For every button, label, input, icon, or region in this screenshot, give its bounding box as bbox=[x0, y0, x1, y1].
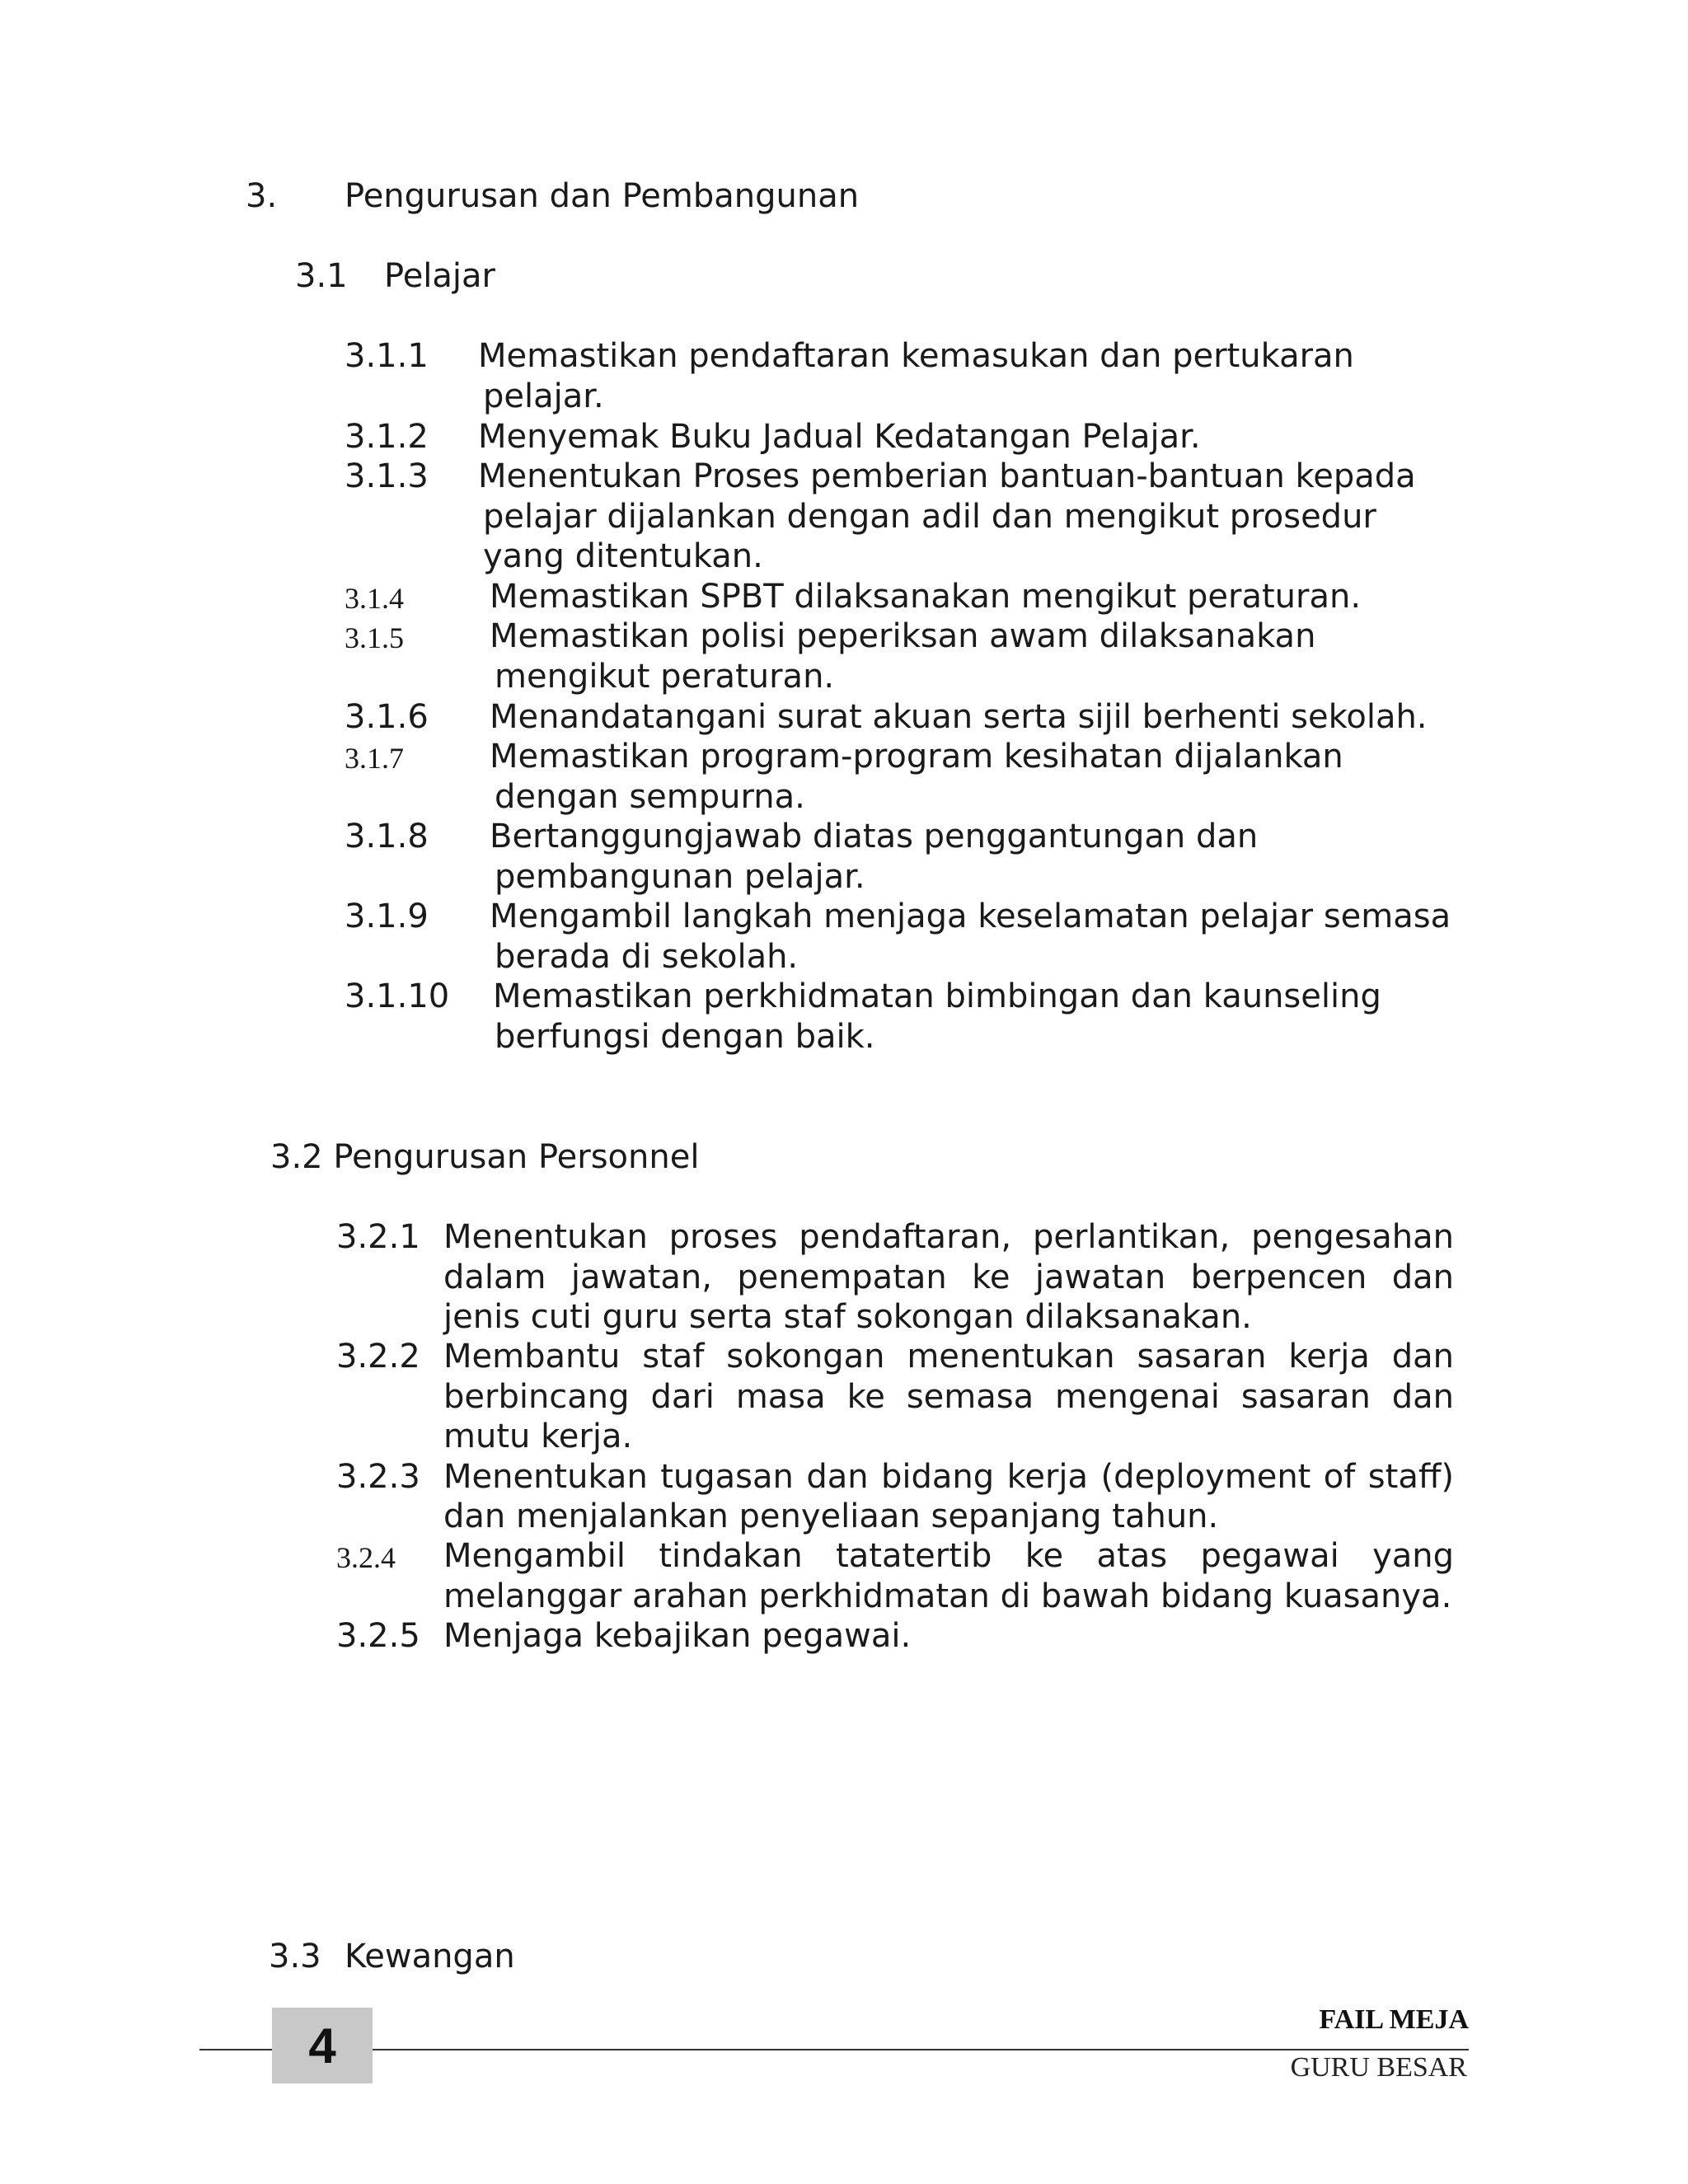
subsection-number: 3.1 bbox=[295, 257, 348, 295]
item-text: dengan sempurna. bbox=[495, 778, 805, 816]
item-text: Menandatangani surat akuan serta sijil berhenti sekolah. bbox=[490, 698, 1428, 736]
item-text: Memastikan perkhidmatan bimbingan dan kaunseling bbox=[493, 977, 1381, 1015]
subsection-title: 3.2 Pengurusan Personnel bbox=[270, 1138, 700, 1176]
item-text: jenis cuti guru serta staf sokongan dilaksanakan. bbox=[443, 1298, 1252, 1336]
section-number: 3. bbox=[246, 177, 278, 215]
subsection-title: Pelajar bbox=[384, 257, 495, 295]
item-text: mutu kerja. bbox=[443, 1418, 633, 1455]
item-number: 3.1.6 bbox=[345, 698, 429, 736]
item-text: melanggar arahan perkhidmatan di bawah bidang kuasanya. bbox=[443, 1577, 1452, 1615]
page-number-box bbox=[272, 2008, 373, 2083]
item-text: Mengambil langkah menjaga keselamatan pelajar semasa bbox=[490, 898, 1451, 935]
item-text: Memastikan polisi peperiksan awam dilaksanakan bbox=[490, 617, 1316, 655]
item-number: 3.1.7 bbox=[345, 742, 404, 775]
item-text: Menjaga kebajikan pegawai. bbox=[443, 1617, 912, 1655]
item-text: Menentukan tugasan dan bidang kerja (deployment of staff) bbox=[443, 1458, 1454, 1496]
item-text: pelajar dijalankan dengan adil dan mengikut prosedur bbox=[483, 498, 1376, 536]
item-text: berfungsi dengan baik. bbox=[495, 1018, 875, 1056]
item-text: Menentukan Proses pemberian bantuan-bantuan kepada bbox=[478, 457, 1416, 495]
item-text: Memastikan program-program kesihatan dijalankan bbox=[490, 738, 1343, 776]
item-number: 3.1.9 bbox=[345, 898, 429, 935]
item-number: 3.2.3 bbox=[336, 1458, 420, 1496]
item-number: 3.1.8 bbox=[345, 818, 429, 855]
footer-title: FAIL MEJA bbox=[1319, 2004, 1469, 2035]
subsection-title: Kewangan bbox=[345, 1938, 515, 1975]
item-text: pembangunan pelajar. bbox=[495, 858, 865, 896]
item-text: Memastikan pendaftaran kemasukan dan pertukaran bbox=[478, 337, 1354, 375]
item-number: 3.1.1 bbox=[345, 337, 429, 375]
item-text: pelajar. bbox=[483, 377, 604, 415]
item-text: Memastikan SPBT dilaksanakan mengikut peraturan. bbox=[490, 578, 1362, 616]
item-text: berbincang dari masa ke semasa mengenai sasaran dan bbox=[443, 1378, 1454, 1416]
item-number: 3.2.1 bbox=[336, 1218, 420, 1256]
item-number: 3.1.2 bbox=[345, 418, 429, 456]
item-text: yang ditentukan. bbox=[483, 537, 763, 575]
item-number: 3.1.10 bbox=[345, 977, 450, 1015]
item-text: dan menjalankan penyeliaan sepanjang tahun. bbox=[443, 1497, 1219, 1535]
section-title: Pengurusan dan Pembangunan bbox=[345, 177, 860, 215]
item-text: mengikut peraturan. bbox=[495, 658, 835, 696]
item-number: 3.1.4 bbox=[345, 582, 404, 615]
item-number: 3.1.5 bbox=[345, 621, 404, 654]
item-text: dalam jawatan, penempatan ke jawatan berpencen dan bbox=[443, 1258, 1454, 1296]
item-text: Menentukan proses pendaftaran, perlantikan, pengesahan bbox=[443, 1218, 1454, 1256]
page-number: 4 bbox=[308, 2018, 336, 2074]
item-text: Bertanggungjawab diatas penggantungan dan bbox=[490, 818, 1259, 855]
item-text: Menyemak Buku Jadual Kedatangan Pelajar. bbox=[478, 418, 1201, 456]
item-text: berada di sekolah. bbox=[495, 938, 799, 976]
footer-subtitle: GURU BESAR bbox=[1290, 2052, 1467, 2083]
item-number: 3.2.4 bbox=[336, 1541, 396, 1574]
item-text: Membantu staf sokongan menentukan sasaran kerja dan bbox=[443, 1338, 1454, 1376]
subsection-number: 3.3 bbox=[269, 1938, 321, 1975]
item-number: 3.2.2 bbox=[336, 1338, 420, 1376]
item-number: 3.2.5 bbox=[336, 1617, 420, 1655]
item-number: 3.1.3 bbox=[345, 457, 429, 495]
item-text: Mengambil tindakan tatatertib ke atas pegawai yang bbox=[443, 1537, 1454, 1575]
footer-rule bbox=[199, 2049, 1469, 2050]
